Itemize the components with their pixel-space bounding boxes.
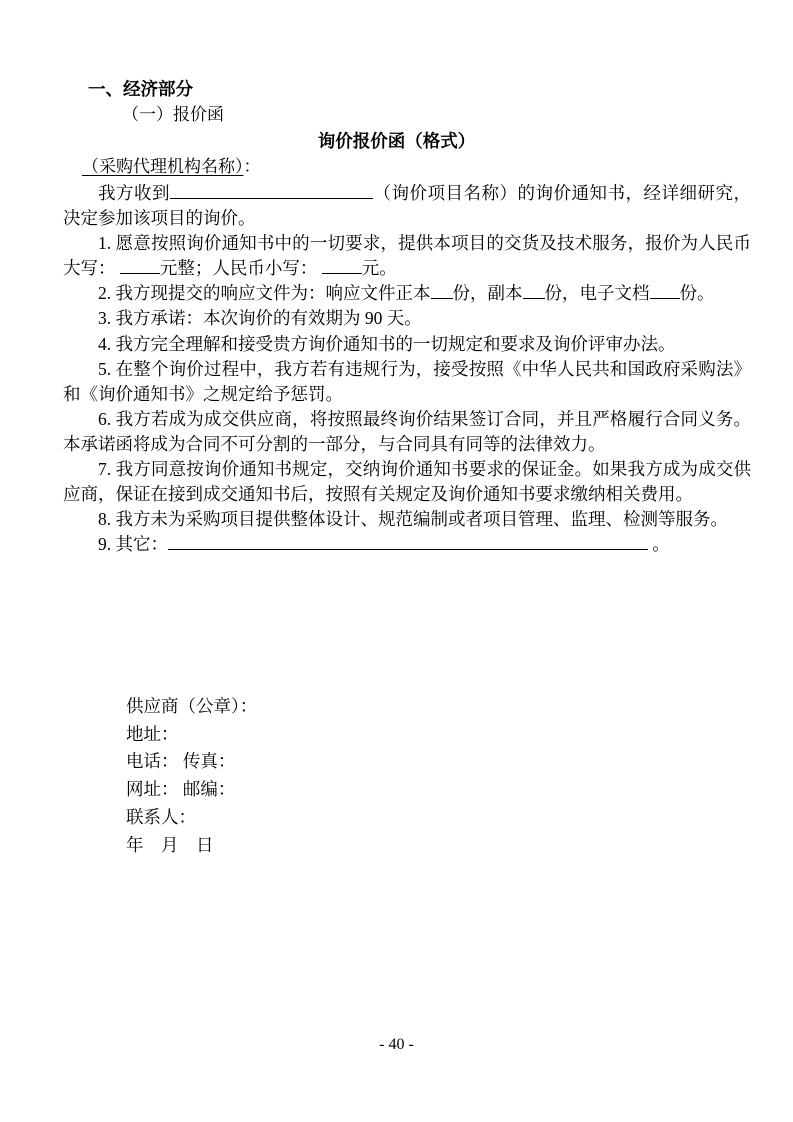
paragraph [63, 457, 751, 507]
blank-underline [523, 284, 545, 300]
blank-underline [170, 183, 373, 199]
paragraph [63, 507, 751, 532]
blank-underline [322, 258, 362, 274]
text-segment: 份，副本 [452, 283, 523, 304]
paragraph [63, 181, 751, 231]
text-segment: 7. 我方同意按询价通知书规定，交纳询价通知书要求的保证金。如果我方成为成交供应商，保证在接到成交通知书后，按照有关规定及询价通知书要求缴纳相关费用。 [63, 459, 751, 505]
text-segment: 3. 我方承诺：本次询价的有效期为 90 天。 [98, 308, 422, 329]
paragraph [63, 281, 751, 306]
text-segment: 。 [648, 534, 670, 555]
blank-underline [168, 534, 648, 550]
signature-line-address: 地址： [126, 723, 179, 744]
page-number: - 40 - [379, 1036, 414, 1053]
salutation-colon: ： [243, 157, 261, 176]
paragraph [63, 532, 751, 557]
text-segment: 元。 [361, 258, 397, 279]
signature-line-phone-fax: 电话： 传真： [126, 751, 236, 772]
text-segment: 5. 在整个询价过程中，我方若有违规行为，接受按照《中华人民共和国政府采购法》和《询价通知书》之规定给予惩罚。 [63, 358, 751, 404]
blank-underline [431, 284, 453, 300]
signature-line-date: 年 月 日 [126, 834, 214, 855]
paragraph [63, 332, 751, 357]
text-segment: 我方收到 [98, 183, 170, 203]
text-segment: 6. 我方若成为成交供应商，将按照最终询价结果签订合同，并且严格履行合同义务。本承诺函将成为合同不可分割的一部分，与合同具有同等的法律效力。 [63, 408, 751, 454]
document-header [0, 76, 793, 180]
text-segment: 1. 愿意按照询价通知书中的一切要求，提供本项目的交货及技术服务，报价为人民币大写： [63, 233, 751, 279]
blank-underline [650, 284, 680, 300]
text-segment: 9. 其它： [98, 534, 168, 555]
signature-line-contact: 联系人： [126, 806, 196, 827]
paragraph [63, 407, 751, 457]
document-title: 询价报价函（格式） [317, 131, 476, 151]
paragraph [63, 357, 751, 407]
subsection-heading: （一）报价函 [122, 105, 224, 124]
text-segment: 份，电子文档 [544, 283, 650, 304]
document-body [63, 181, 751, 557]
text-segment: 2. 我方现提交的响应文件为：响应文件正本 [98, 283, 431, 304]
text-segment: 8. 我方未为采购项目提供整体设计、规范编制或者项目管理、监理、检测等服务。 [98, 509, 728, 530]
paragraph [63, 231, 751, 281]
signature-block [126, 693, 257, 859]
blank-underline [120, 258, 160, 274]
text-segment: 份。 [679, 283, 715, 304]
salutation-agency-name: （采购代理机构名称） [82, 157, 244, 176]
salutation [82, 154, 793, 180]
text-segment: 元整；人民币小写： [159, 258, 322, 279]
signature-line-website-zip: 网址： 邮编： [126, 779, 236, 800]
signature-line-supplier: 供应商（公章）： [126, 696, 258, 716]
text-segment: 4. 我方完全理解和接受贵方询价通知书的一切规定和要求及询价评审办法。 [98, 333, 676, 354]
paragraph [63, 306, 751, 331]
section-heading: 一、经济部分 [88, 79, 193, 99]
text-segment: （询价项目名称）的询价通知书，经详细研究，决定参加该项目的询价。 [63, 183, 751, 229]
